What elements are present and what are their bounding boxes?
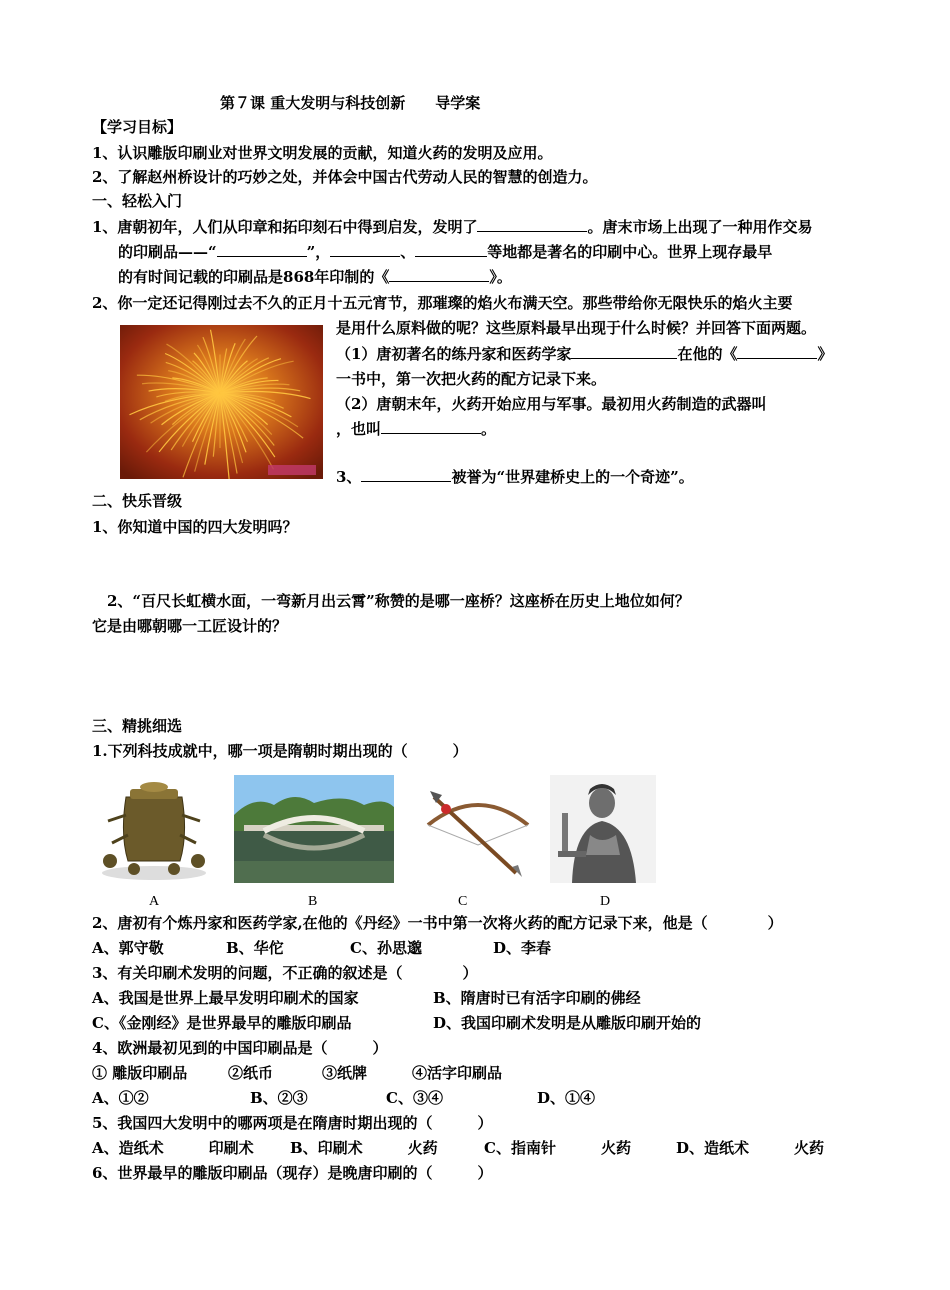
portrait-image[interactable] [550,775,656,883]
s3-q5-opt-d[interactable]: D、造纸术 火药 [676,1139,825,1157]
s1-q2-sub1-text-c: 》 [817,345,833,363]
section-2-heading: 二、快乐晋级 [92,492,183,510]
image-label-d: D [600,894,611,909]
s1-q1-text-f: 等地都是著名的印刷中心。世界上现存最早 [487,243,773,261]
s1-q1-text-c: 的印刷品——“ [118,243,217,261]
s1-q2-line1: 2、你一定还记得刚过去不久的正月十五元宵节，那璀璨的焰火布满天空。那些带给你无限快乐的焰火主要 [92,294,793,312]
s1-q1-text-g: 的有时间记载的印刷品是868年印制的《 [118,268,390,286]
s1-q1-text-h: 》。 [489,268,512,286]
s3-q3-opt-c[interactable]: C、《金刚经》是世界最早的雕版印刷品 [92,1014,352,1032]
seismograph-image[interactable] [90,775,218,883]
s3-q5-opt-c[interactable]: C、指南针 火药 [484,1139,631,1157]
s1-q2-sub1-line2: 一书中，第一次把火药的配方记录下来。 [336,370,607,388]
s3-q4-opt-c[interactable]: C、③④ [386,1089,443,1107]
s1-q2-sub2-text-c: 。 [481,420,497,438]
s3-q4-opt-d[interactable]: D、①④ [537,1089,596,1107]
s1-q2-sub1-text-b: 在他的《 [677,345,738,363]
s1-q2-sub1-line1 [336,343,832,365]
s3-q6: 6、世界最早的雕版印刷品（现存）是晚唐印刷的（ ） [92,1164,493,1182]
s3-q4: 4、欧洲最初见到的中国印刷品是（ ） [92,1039,388,1057]
s1-q1-text-d: ”， [306,243,331,261]
s3-q4-opt-b[interactable]: B、②③ [250,1089,308,1107]
section-1-heading: 一、轻松入门 [92,192,183,210]
answer-blank[interactable] [381,418,481,434]
s1-q3-text-b: 被誉为“世界建桥史上的一个奇迹”。 [451,468,694,486]
s1-q1-text-b: 。唐末市场上出现了一种用作交易 [587,218,813,236]
s3-q3: 3、有关印刷术发明的问题，不正确的叙述是（ ） [92,964,478,982]
s3-q3-opt-a[interactable]: A、我国是世界上最早发明印刷术的国家 [92,989,359,1007]
goal-1: 1、认识雕版印刷业对世界文明发展的贡献，知道火药的发明及应用。 [92,144,553,162]
fireworks-graphic [120,325,323,479]
s3-q4-item-4: ④活字印刷品 [412,1064,503,1082]
s2-q2-line2: 它是由哪朝哪一工匠设计的？ [92,617,288,635]
s1-q1-line1 [92,216,812,238]
s3-q4-item-1: ① 雕版印刷品 [92,1064,188,1082]
fireworks-image [120,325,323,479]
s2-q2-line1: 2、“百尺长虹横水面，一弯新月出云霄”称赞的是哪一座桥？这座桥在历史上地位如何？ [107,592,690,610]
answer-blank[interactable] [389,266,489,282]
goal-2: 2、了解赵州桥设计的巧妙之处，并体会中国古代劳动人民的智慧的创造力。 [92,168,598,186]
s2-q1: 1、你知道中国的四大发明吗？ [92,518,298,536]
zhaozhou-bridge-image[interactable] [234,775,394,883]
s3-q3-opt-d[interactable]: D、我国印刷术发明是从雕版印刷开始的 [433,1014,702,1032]
portrait-graphic [550,775,656,883]
seismograph-graphic [90,775,218,883]
s1-q3-text-a: 3、 [336,468,362,486]
s1-q3 [336,466,694,488]
crossbow-graphic [420,775,536,883]
s3-q2: 2、唐初有个炼丹家和医药学家,在他的《丹经》一书中第一次将火药的配方记录下来，他是（ ） [92,914,783,932]
s3-q4-item-3: ③纸牌 [322,1064,368,1082]
s3-q5: 5、我国四大发明中的哪两项是在隋唐时期出现的（ ） [92,1114,493,1132]
image-label-b: B [308,894,318,909]
s1-q2-line2: 是用什么原料做的呢？这些原料最早出现于什么时候？并回答下面两题。 [336,319,817,337]
s3-q5-opt-b[interactable]: B、印刷术 火药 [290,1139,438,1157]
s1-q1-text-e: 、 [400,243,416,261]
answer-blank[interactable] [330,241,400,257]
goals-heading: 【学习目标】 [92,118,183,136]
image-label-a: A [149,894,160,909]
bridge-graphic [234,775,394,883]
answer-blank[interactable] [361,466,451,482]
page-title: 第７课 重大发明与科技创新 导学案 [220,94,481,112]
s3-q2-opt-a[interactable]: A、郭守敬 [92,939,164,957]
s3-q2-opt-b[interactable]: B、华佗 [226,939,284,957]
s1-q1-line3 [118,266,512,288]
s1-q2-sub1-text-a: （1）唐初著名的练丹家和医药学家 [336,345,572,363]
answer-blank[interactable] [415,241,487,257]
s3-q5-opt-a[interactable]: A、造纸术 印刷术 [92,1139,254,1157]
crossbow-image[interactable] [420,775,536,883]
s1-q2-sub2-line2 [336,418,496,440]
s3-q2-opt-d[interactable]: D、李春 [493,939,552,957]
s1-q1-line2 [118,241,772,263]
s1-q2-sub2-line1: （2）唐朝末年，火药开始应用与军事。最初用火药制造的武器叫 [336,395,767,413]
s3-q4-item-2: ②纸币 [228,1064,274,1082]
answer-blank[interactable] [217,241,307,257]
image-label-c: C [458,894,468,909]
answer-blank[interactable] [737,343,817,359]
answer-blank[interactable] [477,216,587,232]
s3-q1: 1.下列科技成就中，哪一项是隋朝时期出现的（ ） [92,742,468,760]
answer-blank[interactable] [571,343,677,359]
s3-q3-opt-b[interactable]: B、隋唐时已有活字印刷的佛经 [433,989,641,1007]
section-3-heading: 三、精挑细选 [92,717,183,735]
s1-q1-text-a: 1、唐朝初年，人们从印章和拓印刻石中得到启发，发明了 [92,218,478,236]
s3-q4-opt-a[interactable]: A、①② [92,1089,149,1107]
s1-q2-sub2-text-b: ，也叫 [336,420,382,438]
s3-q2-opt-c[interactable]: C、孙思邈 [350,939,422,957]
